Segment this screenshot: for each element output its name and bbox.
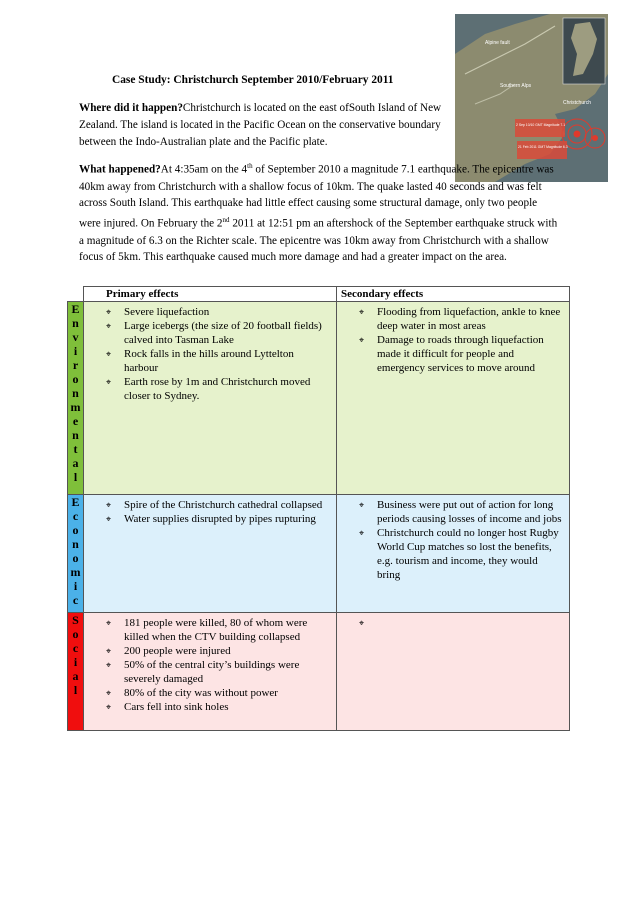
category-letter: n (72, 316, 79, 330)
map-marker-1: 2 Sep 10/10 GMT Magnitude 7.1 (516, 123, 566, 127)
header-primary: Primary effects (84, 287, 337, 302)
category-letter: c (72, 509, 79, 523)
list-item (337, 498, 569, 526)
bullet-icon: ⌖ (359, 335, 365, 345)
list-item-text: Christchurch could no longer host Rugby World Cup matches so lost the benefits, e.g. tourism and income, they would bring (377, 527, 559, 581)
category-letter: m (70, 565, 81, 579)
category-environmental (68, 302, 84, 495)
list-item-text: Large icebergs (the size of 20 football fields) calved into Tasman Lake (124, 320, 322, 346)
list-item (337, 526, 569, 582)
where-text: Christchurch is located on the east ofSouth Island of New Zealand. The island is located in the Pacific Ocean on the conservative boundary between the Indo-Australian plate and the Pacific plate. (79, 102, 442, 148)
primary-list-economic (84, 495, 336, 526)
category-letter: c (72, 593, 79, 607)
where-paragraph (79, 100, 449, 150)
bullet-icon: ⌖ (359, 307, 365, 317)
category-letter: S (72, 613, 79, 627)
bullet-icon: ⌖ (106, 660, 112, 670)
list-item (337, 333, 569, 375)
bullet-icon: ⌖ (106, 702, 112, 712)
list-item-text: Business were put out of action for long periods causing losses of income and jobs (377, 499, 562, 525)
bullet-icon: ⌖ (106, 618, 112, 628)
bullet-icon: ⌖ (106, 514, 112, 524)
category-letter: v (72, 330, 79, 344)
list-item-text: Flooding from liquefaction, ankle to knee deep water in most areas (377, 306, 561, 332)
row-environmental (68, 302, 570, 495)
list-item-text: 80% of the city was without power (124, 687, 278, 699)
category-letter: i (73, 579, 78, 593)
list-item-text: 200 people were injured (124, 645, 231, 657)
what-text-b: of September 2010 a magnitude 7.1 earthquake. The epicentre was 40km away from Christchurch with a shallow focus of 10km. The quake lasted 40 seconds and was felt across South Island. This earthquake had little effect causing some structural damage, only two people were injured. On February the 2 (79, 163, 554, 230)
bullet-icon: ⌖ (359, 500, 365, 510)
category-economic (68, 495, 84, 613)
where-label: Where did it happen? (79, 102, 183, 114)
what-text-c: 2011 at 12:51 pm an aftershock of the September earthquake struck with a magnitude of 6.3 on the Richter scale. The epicentre was 10km away from Christchurch with a shallow focus of 5km. This earthquake caused much more damage and had a greater impact on the area. (79, 217, 558, 264)
category-letter: a (72, 669, 79, 683)
list-item (84, 347, 336, 375)
what-text-a: At 4:35am on the 4 (160, 163, 248, 176)
category-letter: r (72, 358, 79, 372)
list-item-text: Water supplies disrupted by pipes rupturing (124, 513, 316, 525)
bullet-icon: ⌖ (106, 646, 112, 656)
table-header-row (68, 287, 570, 302)
list-item-text: Damage to roads through liquefaction made it difficult for people and emergency services to move around (377, 334, 544, 374)
bullet-icon: ⌖ (106, 349, 112, 359)
category-letter: t (73, 442, 78, 456)
category-letter: o (72, 551, 79, 565)
category-letter: o (72, 523, 79, 537)
what-paragraph (79, 158, 559, 266)
category-social (68, 613, 84, 731)
list-item (84, 305, 336, 319)
row-social (68, 613, 570, 731)
list-item-text: Rock falls in the hills around Lyttelton harbour (124, 348, 294, 374)
list-item-text: Earth rose by 1m and Christchurch moved closer to Sydney. (124, 376, 311, 402)
header-secondary: Secondary effects (337, 287, 570, 302)
category-letter: E (71, 302, 80, 316)
list-item (337, 305, 569, 333)
what-sup-b: nd (222, 216, 230, 225)
category-letter: a (72, 456, 79, 470)
row-economic (68, 495, 570, 613)
map-label-city: Christchurch (563, 100, 592, 106)
what-sup-a: th (247, 162, 253, 170)
effects-table (67, 286, 570, 731)
category-letter: n (72, 537, 79, 551)
christchurch-map-image (455, 14, 608, 182)
bullet-icon: ⌖ (359, 528, 365, 538)
map-marker-2: 21 Feb 2011 GMT Magnitude 6.3 (518, 145, 568, 149)
page-title: Case Study: Christchurch September 2010/February 2011 (112, 74, 394, 86)
category-letter: n (72, 428, 79, 442)
category-letter: n (72, 386, 79, 400)
bullet-icon: ⌖ (106, 307, 112, 317)
category-letter: c (72, 641, 79, 655)
category-letter: e (72, 414, 79, 428)
list-item (84, 616, 336, 644)
category-letter: o (72, 372, 79, 386)
map-label-fault: Alpine fault (485, 40, 510, 46)
category-letter: i (73, 344, 78, 358)
list-item (84, 686, 336, 700)
secondary-list-economic (337, 495, 569, 582)
bullet-icon: ⌖ (106, 321, 112, 331)
bullet-icon: ⌖ (106, 500, 112, 510)
category-letter: E (71, 495, 80, 509)
list-item-text: Severe liquefaction (124, 306, 210, 318)
secondary-list-social (337, 613, 569, 628)
list-item (84, 512, 336, 526)
list-item-text: 50% of the central city’s buildings were severely damaged (124, 659, 300, 685)
list-item (84, 658, 336, 686)
list-item-text: Cars fell into sink holes (124, 701, 229, 713)
category-letter: l (73, 470, 78, 484)
category-letter: l (73, 683, 78, 697)
list-item (84, 498, 336, 512)
primary-list-social (84, 613, 336, 714)
map-label-alps: Southern Alps (500, 83, 532, 89)
primary-list-environmental (84, 302, 336, 403)
what-label: What happened? (79, 163, 161, 176)
category-letter: i (73, 655, 78, 669)
bullet-icon: ⌖ (359, 618, 365, 628)
list-item-text: 181 people were killed, 80 of whom were killed when the CTV building collapsed (124, 617, 308, 643)
list-item-text: Spire of the Christchurch cathedral collapsed (124, 499, 323, 511)
secondary-list-environmental (337, 302, 569, 375)
list-item (84, 319, 336, 347)
list-item (84, 700, 336, 714)
list-item (84, 644, 336, 658)
category-letter: m (70, 400, 81, 414)
list-item (84, 375, 336, 403)
bullet-icon: ⌖ (106, 688, 112, 698)
category-letter: o (72, 627, 79, 641)
bullet-icon: ⌖ (106, 377, 112, 387)
